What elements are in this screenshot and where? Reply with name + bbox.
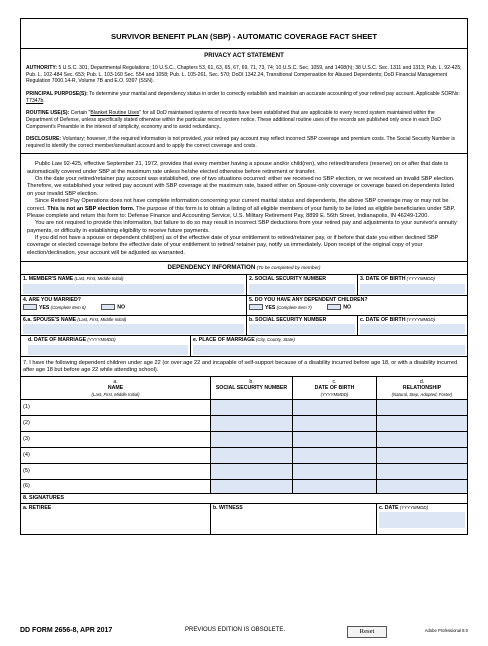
member-dob-cell [358,275,467,295]
spouse-dob-label: c. DATE OF BIRTH (YYYYMMDD) [360,316,435,323]
child-ssn-field[interactable] [211,480,293,493]
table-row [21,448,467,464]
disclosure-text: Voluntary; however, if the required information is not provided, your retired pay account may reflect incorrect SBP coverage and premium costs. The Social Security Number is required to identify the correct member/annuitant account and to apply the correct coverage and costs. [26,136,456,149]
signature-date-label: c. DATE (YYYYMMDD) [379,504,429,511]
routine-paragraph [26,110,462,130]
paragraph-3-post: The purpose of this form is to obtain a listing of all eligible members of your family to be listed as eligible beneficiaries under SBP. Please complete and return this form to: Defense Finance and Accounting Service, U.S. Military Retirement Pay, 8899 E. 56th Street, Indianapolis, IN 46249-1200. [27,205,456,219]
married-no-checkbox[interactable] [101,304,115,310]
child-ssn-field[interactable] [211,432,293,447]
disclosure-label: DISCLOSURE: [26,136,62,143]
authority-paragraph [26,65,462,85]
child-dob-field[interactable] [293,416,377,431]
spouse-row [21,316,467,337]
child-ssn-field[interactable] [211,416,293,431]
blanket-routine-uses-link[interactable]: Blanket Routine Uses [90,110,140,117]
spouse-name-label: 6.a. SPOUSE'S NAME (Last, First, Middle Initial) [23,316,127,323]
purpose-paragraph: PRINCIPAL PURPOSE(S): To determine your marital and dependency status in order to correctly establish and maintain an accurate accounting of your retired pay account. Applicable SORNs: T7347b. [26,91,460,104]
privacy-act-section [21,49,467,154]
children-statement: 7. I have the following dependent children under age 22 (or over age 22 and incapable of self-support because of a disability incurred before age 18, or with a disability incurred after age 18 but before age 22 while attending school). [21,357,467,377]
purpose-text: To determine your marital and dependency status in order to correctly establish and maintain an accurate accounting of your retired pay account. Applicable SORNs: [87,91,460,98]
member-name-label: 1. MEMBER'S NAME (Last, First, Middle Initial) [23,276,124,283]
children-cell [247,296,467,315]
paragraph-2: On the date your retired/retainer pay account was established, one of two situations occurred: either we received no SBP election, or we received an invalid SBP election. Therefore, we established your retired pay account with SBP coverage at the maximum rate, based either on Spouse-only coverage or coverage based on dependents listed on your invalid SBP election. [27,176,455,197]
child-relationship-field[interactable] [377,448,467,463]
row-number: (5) [21,464,211,479]
col-name-header: a. NAME (Last, First, Middle Initial) [21,377,211,399]
col-ssn-header: b. SOCIAL SECURITY NUMBER [211,377,293,399]
children-table-header [21,377,467,400]
marriage-date-field[interactable] [28,345,188,355]
routine-label: ROUTINE USE(S): [26,110,70,117]
paragraph-1: Public Law 92-425, effective September 21, 1972, provides that every member having a spouse and/or child(ren), who retired/transfers (reserve) on or after that date is automatically covered under SBP at the maximum rate unless he/she elected otherwise before retirement or transfer. [27,161,449,175]
witness-label: b. WITNESS [213,504,243,511]
marriage-place-cell [191,336,467,356]
paragraph-4: You are not required to provide this information, but failure to do so may result in incorrect SBP deductions from your retired pay and adjustments to your survivor's annuity payments, or difficulty in establishing eligibility to receive future payments. [27,220,457,234]
child-ssn-field[interactable] [211,448,293,463]
child-ssn-field[interactable] [211,400,293,415]
disclosure-paragraph [26,136,462,149]
married-no-label: NO [117,304,125,311]
table-row [21,432,467,448]
paragraph-3 [27,198,461,220]
child-dob-field[interactable] [293,432,377,447]
table-row [21,464,467,480]
member-dob-field[interactable] [360,284,465,294]
child-dob-field[interactable] [293,448,377,463]
spouse-ssn-field[interactable] [249,324,355,334]
marriage-place-label: e. PLACE OF MARRIAGE (City, County, State) [193,337,295,344]
form-identifier: DD FORM 2656-8, APR 2017 [20,627,113,634]
row-number: (6) [21,480,211,493]
authority-text: 5 U.S.C. 301, Departmental Regulations; 10 U.S.C., Chapters 53, 61, 63, 65, 67, 69, 71, 73, 74; 10 U.S.C. Sec. 1059, and 1408(h); 38 U.S.C. Sec. 1311 and 1313; Pub. L. 92-425; Pub. L. 102-484 Sec. 653; Pub. L. 103-160 Sec. 554 and 1058; Pub. L. 105-261, Sec. 570; DoDI 1342.24, Transitional Compensation for Abused Dependents; DoD Financial Management Regulation 7000.14-R, Volume 7B and E.O. 9397 (SSN). [26,65,462,85]
member-ssn-field[interactable] [249,284,355,294]
marriage-date-label: d. DATE OF MARRIAGE (YYYYMMDD) [28,337,116,344]
explanation-text [21,154,467,262]
child-relationship-field[interactable] [377,480,467,493]
dependency-heading-text: DEPENDENCY INFORMATION [167,264,256,272]
child-dob-field[interactable] [293,480,377,493]
paragraph-5: If you did not have a spouse or dependent child(ren) as of the effective date of your entitlement to retired/retainer pay, or if before that date you either declined SBP coverage or elected coverage before the effective date of your entitlement to retired/ retainer pay, notify us immediately. Upon receipt of the original copy of your election/declination, your account will be adjusted as warranted. [27,235,439,256]
privacy-heading: PRIVACY ACT STATEMENT [204,52,284,60]
spouse-ssn-cell [247,316,358,336]
child-relationship-field[interactable] [377,464,467,479]
children-no-checkbox[interactable] [327,304,341,310]
routine-pre: Certain " [69,110,91,117]
spouse-name-cell [21,316,247,336]
member-ssn-cell [247,275,358,295]
row-number: (2) [21,416,211,431]
signature-row [21,504,467,534]
married-question: 4. ARE YOU MARRIED? [23,296,81,303]
table-row [21,400,467,416]
married-yes-label: YES (Complete Item 6) [39,304,86,311]
routine-text: " for all DoD maintained systems of records have been established that are applicable to every record system maintained within the Department of Defense, unless specifically stated otherwise within the particular record system notice. These additional routine uses of the records are published only once in each DoD Component's Preamble in the interest of simplicity, economy and to avoid redundancy.. [26,110,441,130]
child-relationship-field[interactable] [377,416,467,431]
child-relationship-field[interactable] [377,432,467,447]
child-dob-field[interactable] [293,400,377,415]
member-name-field[interactable] [23,284,244,294]
col-relationship-header: d. RELATIONSHIP (Natural, Step, Adopted, Foster) [391,378,453,397]
row-number: (3) [21,432,211,447]
marriage-row [21,336,467,357]
previous-edition-note: PREVIOUS EDITION IS OBSOLETE. [185,627,286,633]
purpose-label: PRINCIPAL PURPOSE(S): [26,91,88,98]
signature-date-cell [377,504,467,534]
member-ssn-label: 2. SOCIAL SECURITY NUMBER [249,276,327,283]
children-yes-checkbox[interactable] [249,304,263,310]
table-row [21,416,467,432]
sorn-link[interactable]: T7347b [26,97,44,104]
child-ssn-field[interactable] [211,464,293,479]
fact-sheet-form [20,18,468,535]
row-number: (1) [21,400,211,415]
married-yes-checkbox[interactable] [23,304,37,310]
authority-label: AUTHORITY: [26,65,58,72]
form-footer [20,626,468,640]
marriage-date-cell [21,336,191,356]
children-question: 5. DO YOU HAVE ANY DEPENDENT CHILDREN? [249,296,368,303]
spouse-ssn-label: b. SOCIAL SECURITY NUMBER [249,316,327,323]
signature-date-field[interactable] [379,512,465,528]
marriage-place-field[interactable] [193,345,465,355]
retiree-label: a. RETIREE [23,504,52,511]
table-row [21,480,467,494]
not-election-notice: This is not an SBP election form. [47,205,135,212]
status-row [21,296,467,316]
row-number: (4) [21,448,211,463]
spouse-dob-field[interactable] [360,324,465,334]
children-no-label: NO [343,304,351,311]
member-name-cell [21,275,247,295]
spouse-dob-cell [358,316,467,336]
adobe-version-note: Adobe Professional 8.0 [424,628,468,633]
col-dob-header: c. DATE OF BIRTH (YYYYMMDD) [293,377,377,399]
witness-signature-cell[interactable] [211,504,377,534]
member-row [21,275,467,296]
child-dob-field[interactable] [293,464,377,479]
form-title: SURVIVOR BENEFIT PLAN (SBP) - AUTOMATIC COVERAGE FACT SHEET [21,19,467,49]
children-yes-label: YES (Complete Item 7) [265,304,312,311]
dependency-heading-note: (To be completed by member) [255,266,321,272]
member-dob-label: 3. DATE OF BIRTH (YYYYMMDD) [360,276,435,283]
married-cell [21,296,247,315]
dependency-heading [21,262,467,275]
reset-button[interactable]: Reset [347,626,387,638]
spouse-name-field[interactable] [23,324,244,334]
retiree-signature-cell[interactable] [21,504,211,534]
paragraph-3-pre: Since Retired Pay Operations does not have complete information concerning your current marital status and dependents, the above SBP coverage may or may not be correct. [27,198,449,212]
signatures-heading: 8. SIGNATURES [21,494,467,504]
child-relationship-field[interactable] [377,400,467,415]
